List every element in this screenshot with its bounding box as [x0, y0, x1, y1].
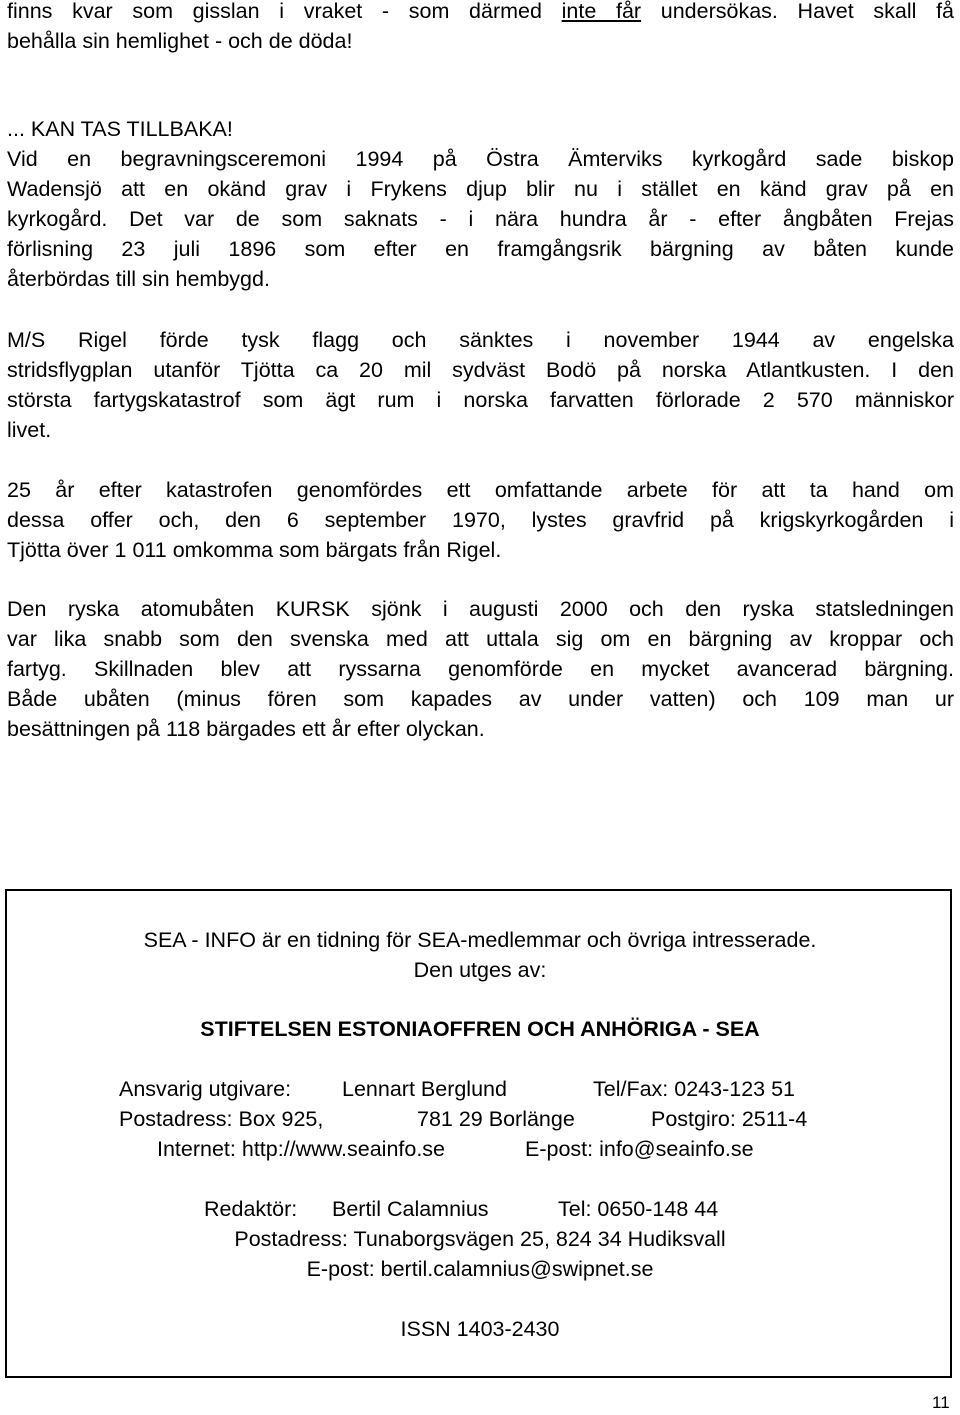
- text-line: behålla sin hemlighet - och de döda!: [7, 29, 353, 53]
- issn: ISSN 1403-2430: [400, 1317, 560, 1341]
- text-line: återbördas till sin hembygd.: [7, 267, 270, 291]
- paragraph-rigel: [7, 325, 954, 445]
- publisher-name: Lennart Berglund: [342, 1077, 507, 1101]
- text-line: största fartygskatastrof som ägt rum i norska farvatten förlorade 2 570 människor: [7, 388, 954, 412]
- text-line: livet.: [7, 418, 52, 442]
- text-line: besättningen på 118 bärgades ett år efter olyckan.: [7, 717, 485, 741]
- text-line: kyrkogård. Det var de som saknats - i nära hundra år - efter ångbåten Frejas: [7, 207, 954, 231]
- postal-address: Postadress: Box 925,: [119, 1107, 324, 1131]
- text-line: Både ubåten (minus fören som kapades av under vatten) och 109 man ur: [7, 687, 954, 711]
- publisher-label: Ansvarig utgivare:: [119, 1077, 292, 1101]
- paragraph-gravfrid: [7, 475, 954, 565]
- section-heading: ... KAN TAS TILLBAKA!: [7, 117, 233, 141]
- text-line: dessa offer och, den 6 september 1970, lystes gravfrid på krigskyrkogården i: [7, 508, 954, 532]
- postgiro: Postgiro: 2511-4: [651, 1107, 808, 1131]
- editor-phone: Tel: 0650-148 44: [558, 1197, 719, 1221]
- text-line: Den ryska atomubåten KURSK sjönk i augusti 2000 och den ryska statsledningen: [7, 597, 954, 621]
- internet-address: Internet: http://www.seainfo.se: [157, 1137, 446, 1161]
- text-line: M/S Rigel förde tysk flagg och sänktes i november 1944 av engelska: [7, 328, 954, 352]
- paragraph-kursk: [7, 594, 954, 744]
- editor-label: Redaktör:: [204, 1197, 298, 1221]
- publisher-phone: Tel/Fax: 0243-123 51: [593, 1077, 795, 1101]
- text-line: Tjötta över 1 011 omkomma som bärgats från Rigel.: [7, 538, 502, 562]
- editor-email: E-post: bertil.calamnius@swipnet.se: [306, 1257, 654, 1281]
- page-number: 11: [932, 1393, 950, 1412]
- text-line: var lika snabb som den svenska med att uttala sig om en bärgning av kroppar och: [7, 627, 954, 651]
- text-line: Vid en begravningsceremoni 1994 på Östra Ämterviks kyrkogård sade biskop: [7, 147, 954, 171]
- text-line: Wadensjö att en okänd grav i Frykens djup blir nu i stället en känd grav på en: [7, 177, 954, 201]
- info-intro-line: SEA - INFO är en tidning för SEA-medlemmar och övriga intresserade.: [143, 928, 817, 952]
- email-address: E-post: info@seainfo.se: [525, 1137, 754, 1161]
- organization-name: STIFTELSEN ESTONIAOFFREN OCH ANHÖRIGA - SEA: [200, 1017, 760, 1041]
- paragraph-kan-tas-tillbaka: [7, 114, 954, 294]
- paragraph-continuation: [7, 0, 954, 56]
- editor-name: Bertil Calamnius: [332, 1197, 489, 1221]
- postal-city: 781 29 Borlänge: [417, 1107, 575, 1131]
- text-line: fartyg. Skillnaden blev att ryssarna genomförde en mycket avancerad bärgning.: [7, 657, 954, 681]
- text-line: finns kvar som gisslan i vraket - som därmed inte får undersökas. Havet skall få: [7, 0, 955, 23]
- text-line: stridsflygplan utanför Tjötta ca 20 mil sydväst Bodö på norska Atlantkusten. I den: [7, 358, 954, 382]
- underlined-text: inte får: [561, 0, 642, 23]
- editor-address: Postadress: Tunaborgsvägen 25, 824 34 Hudiksvall: [234, 1227, 726, 1251]
- text-line: förlisning 23 juli 1896 som efter en framgångsrik bärgning av båten kunde: [7, 237, 954, 261]
- text-line: 25 år efter katastrofen genomfördes ett omfattande arbete för att ta hand om: [7, 478, 954, 502]
- info-intro-line: Den utges av:: [413, 958, 547, 982]
